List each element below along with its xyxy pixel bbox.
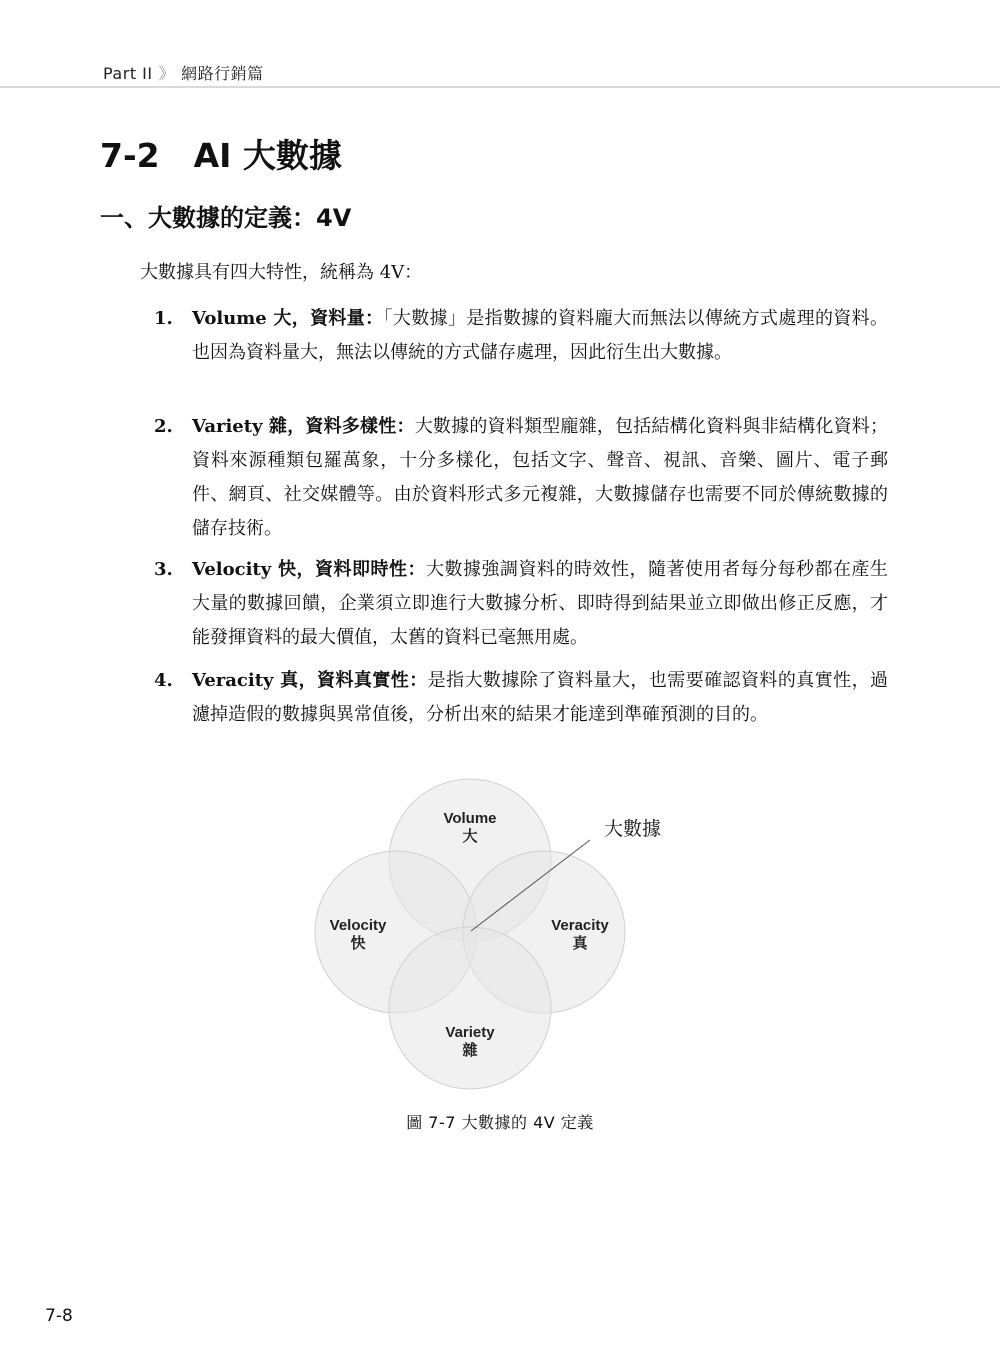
velocity-label-en: Velocity — [329, 917, 387, 934]
header-part: Part II — [103, 64, 153, 83]
page-header — [0, 0, 1000, 88]
section-title-text: AI 大數據 — [193, 136, 342, 175]
list-item-number: 2. — [154, 416, 173, 437]
intro-paragraph: 大數據具有四大特性，統稱為 4V： — [140, 262, 423, 283]
list-item-text: 大數據的資料類型龐雜，包括結構化資料與非結構化資料；資料來源種類包羅萬象，十分多樣化，包括文字、聲音、視訊、音樂、圖片、電子郵件、網頁、社交媒體等。由於資料形式多元複雜，大數據儲存也需要不同於傳統數據的儲存技術。 — [192, 416, 888, 539]
list-item-term: Velocity 快，資料即時性： — [192, 559, 426, 580]
list-item-body — [192, 553, 888, 655]
velocity-label-zh: 快 — [350, 935, 366, 952]
list-item-text: 大數據強調資料的時效性，隨著使用者每分每秒都在產生大量的數據回饋，企業須立即進行大數據分析、即時得到結果並立即做出修正反應，才能發揮資料的最大價值，太舊的資料已毫無用處。 — [192, 559, 889, 648]
subsection-title: 一、大數據的定義：4V — [100, 204, 352, 232]
list-item — [150, 302, 888, 370]
list-item-body — [192, 664, 888, 732]
list-item-body — [192, 302, 888, 370]
page-number: 7-8 — [45, 1306, 73, 1326]
list-item-text: 是指大數據除了資料量大，也需要確認資料的真實性，過濾掉造假的數據與異常值後，分析出來的結果才能達到準確預測的目的。 — [192, 670, 889, 725]
list-item-number: 1. — [154, 308, 173, 329]
volume-label-en: Volume — [443, 810, 497, 827]
section-title — [100, 130, 342, 177]
veracity-label-en: Veracity — [551, 917, 609, 934]
variety-label-zh: 雜 — [462, 1042, 478, 1059]
variety-label-en: Variety — [445, 1024, 495, 1041]
list-item-body — [192, 410, 888, 546]
venn-diagram — [290, 770, 710, 1100]
running-header — [103, 61, 264, 84]
header-separator: 》 — [158, 64, 176, 83]
header-section: 網路行銷篇 — [181, 64, 264, 83]
volume-label-zh: 大 — [462, 828, 478, 845]
list-item-number: 4. — [154, 670, 173, 691]
list-item — [150, 553, 888, 655]
list-item-text: 「大數據」是指數據的資料龐大而無法以傳統方式處理的資料。也因為資料量大，無法以傳統的方式儲存處理，因此衍生出大數據。 — [192, 308, 888, 363]
list-item-term: Variety 雜，資料多樣性： — [192, 416, 415, 437]
variety-circle — [389, 927, 551, 1089]
list-item-term: Veracity 真，資料真實性： — [192, 670, 428, 691]
list-item — [150, 664, 888, 732]
veracity-label-zh: 真 — [572, 935, 588, 952]
list-item-term: Volume 大，資料量： — [192, 308, 384, 329]
section-number: 7-2 — [100, 136, 160, 175]
list-item-number: 3. — [154, 559, 173, 580]
center-label: 大數據 — [604, 819, 662, 840]
list-item — [150, 410, 888, 546]
figure-caption: 圖 7-7 大數據的 4V 定義 — [406, 1113, 594, 1132]
